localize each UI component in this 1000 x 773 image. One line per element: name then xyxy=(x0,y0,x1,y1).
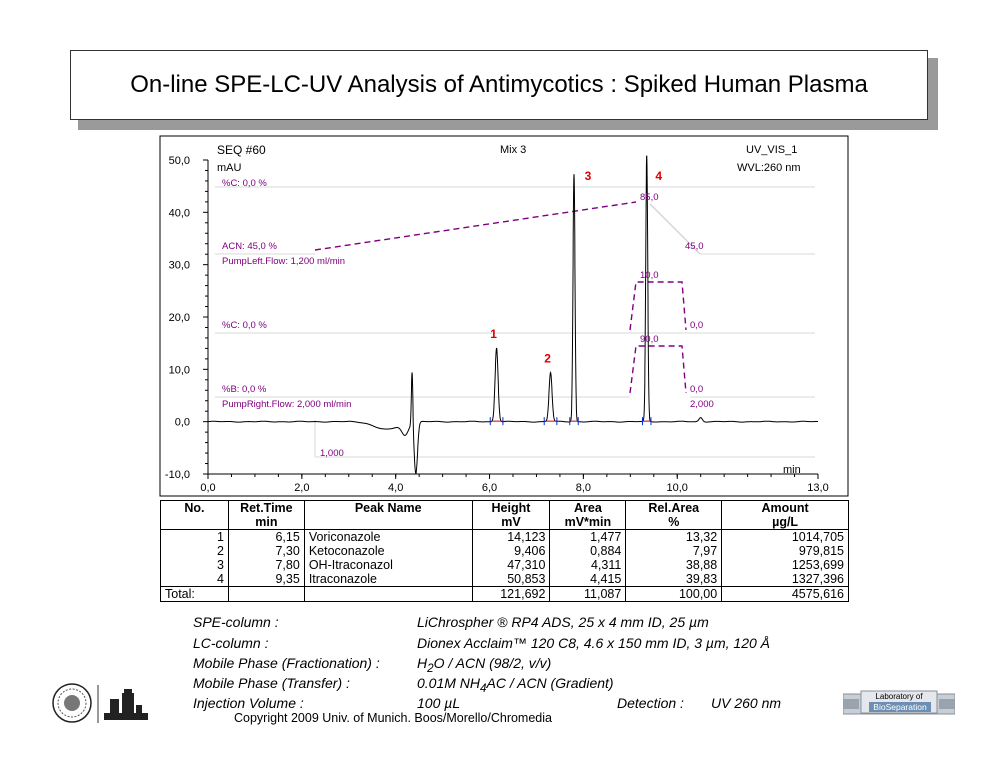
results-table xyxy=(160,500,849,602)
injection-volume-value: 100 µL xyxy=(417,695,461,711)
spe-column-row xyxy=(193,614,813,632)
grad-45: 45,0 xyxy=(685,241,704,252)
y-tick-label: 40,0 xyxy=(168,207,190,220)
university-seal-logo xyxy=(50,683,150,725)
y-tick-label: 10,0 xyxy=(168,364,190,377)
grad-2000: 2,000 xyxy=(690,399,714,410)
detection-value: UV 260 nm xyxy=(711,695,782,711)
grad-0a: 0,0 xyxy=(690,320,704,331)
mobile-phase-fractionation-label: Mobile Phase (Fractionation) : xyxy=(193,655,380,671)
y-tick-label: 0,0 xyxy=(174,416,190,429)
lab-logo-line1: Laboratory of xyxy=(875,692,923,701)
channel-label: UV_VIS_1 xyxy=(746,144,798,156)
y-tick-label: 30,0 xyxy=(168,259,190,272)
col-no: No. xyxy=(161,501,229,516)
peak-label: 4 xyxy=(655,169,663,183)
table-row: 2 7,30 Ketoconazole 9,406 0,884 7,97 979,815 xyxy=(161,544,849,558)
grad-90: 90,0 xyxy=(640,334,659,345)
lab-logo-line2: BioSeparation xyxy=(873,702,927,712)
grad-0b: 0,0 xyxy=(690,384,704,395)
y-tick-label: 50,0 xyxy=(168,155,190,167)
unit-percent: % xyxy=(626,515,722,530)
mobile-phase-transfer-label: Mobile Phase (Transfer) : xyxy=(193,675,350,691)
grad-c-top: %C: 0,0 % xyxy=(222,178,267,189)
lab-bioseparation-logo xyxy=(843,688,955,716)
grad-10: 10,0 xyxy=(640,270,659,281)
slide-title: On-line SPE-LC-UV Analysis of Antimycotics : Spiked Human Plasma xyxy=(70,50,928,120)
x-tick-label: 4,0 xyxy=(388,482,404,494)
grad-pump-right: PumpRight.Flow: 2,000 ml/min xyxy=(222,399,352,410)
col-amount: Amount xyxy=(722,501,849,516)
mobile-phase-transfer-value: 0.01M $NH_4AC$ / ACN (Gradient) xyxy=(417,675,614,695)
grad-85: 85,0 xyxy=(640,192,659,203)
table-row: 3 7,80 OH-Itraconazol 47,310 4,311 38,88 1253,699 xyxy=(161,558,849,572)
grad-1000: 1,000 xyxy=(320,448,344,459)
wavelength-label: WVL:260 nm xyxy=(737,162,801,174)
spe-column-label: SPE-column : xyxy=(193,614,279,630)
grad-b: %B: 0,0 % xyxy=(222,384,267,395)
col-peakname: Peak Name xyxy=(304,501,472,516)
x-tick-label: 6,0 xyxy=(481,482,498,494)
grad-acn: ACN: 45,0 % xyxy=(222,241,277,252)
x-tick-label: 10,0 xyxy=(666,482,688,494)
chart-frame xyxy=(160,136,848,496)
unit-ugl: µg/L xyxy=(722,515,849,530)
grad-c-mid: %C: 0,0 % xyxy=(222,320,267,331)
x-tick-label: 13,0 xyxy=(807,482,829,494)
x-tick-label: 2,0 xyxy=(294,482,310,494)
spe-column-value: LiChrospher ® RP4 ADS, 25 x 4 mm ID, 25 µm xyxy=(417,614,709,630)
y-tick-label: -10,0 xyxy=(164,469,190,481)
lc-column-label: LC-column : xyxy=(193,635,269,651)
injection-volume-label: Injection Volume : xyxy=(193,695,304,711)
lc-column-value: Dionex Acclaim™ 120 C8, 4.6 x 150 mm ID, 3 µm, 120 Å xyxy=(417,635,771,651)
peak-label: 3 xyxy=(584,169,592,183)
x-tick-label: 0,0 xyxy=(200,482,216,494)
unit-mv: mV xyxy=(472,515,550,530)
copyright-text: Copyright 2009 Univ. of Munich. Boos/Morello/Chromedia xyxy=(234,711,552,725)
table-total-row: Total: 121,692 11,087 100,00 4575,616 xyxy=(161,587,849,602)
grad-pump-left: PumpLeft.Flow: 1,200 ml/min xyxy=(222,256,346,267)
peak-label: 1 xyxy=(490,326,497,341)
mobile-phase-transfer-row xyxy=(193,675,813,693)
lc-column-row xyxy=(193,635,813,653)
col-height: Height xyxy=(472,501,550,516)
detection-label: Detection : xyxy=(617,695,684,711)
col-rettime: Ret.Time xyxy=(228,501,304,516)
y-tick-label: 20,0 xyxy=(168,312,190,324)
y-axis-unit: mAU xyxy=(217,162,242,174)
x-tick-label: 8,0 xyxy=(575,482,592,494)
table-row: 4 9,35 Itraconazole 50,853 4,415 39,83 1327,396 xyxy=(161,572,849,587)
seq-label: SEQ #60 xyxy=(217,143,266,157)
col-relarea: Rel.Area xyxy=(626,501,722,516)
unit-min: min xyxy=(228,515,304,530)
mobile-phase-fractionation-value: $H_2O$ / ACN (98/2, v/v) xyxy=(417,655,552,675)
unit-mvmin: mV*min xyxy=(550,515,626,530)
mobile-phase-fractionation-row xyxy=(193,655,813,673)
col-area: Area xyxy=(550,501,626,516)
table-row: 1 6,15 Voriconazole 14,123 1,477 13,32 1014,705 xyxy=(161,530,849,545)
chart-title: Mix 3 xyxy=(500,144,527,156)
peak-label: 2 xyxy=(544,351,551,366)
x-axis-unit: min xyxy=(783,464,801,476)
